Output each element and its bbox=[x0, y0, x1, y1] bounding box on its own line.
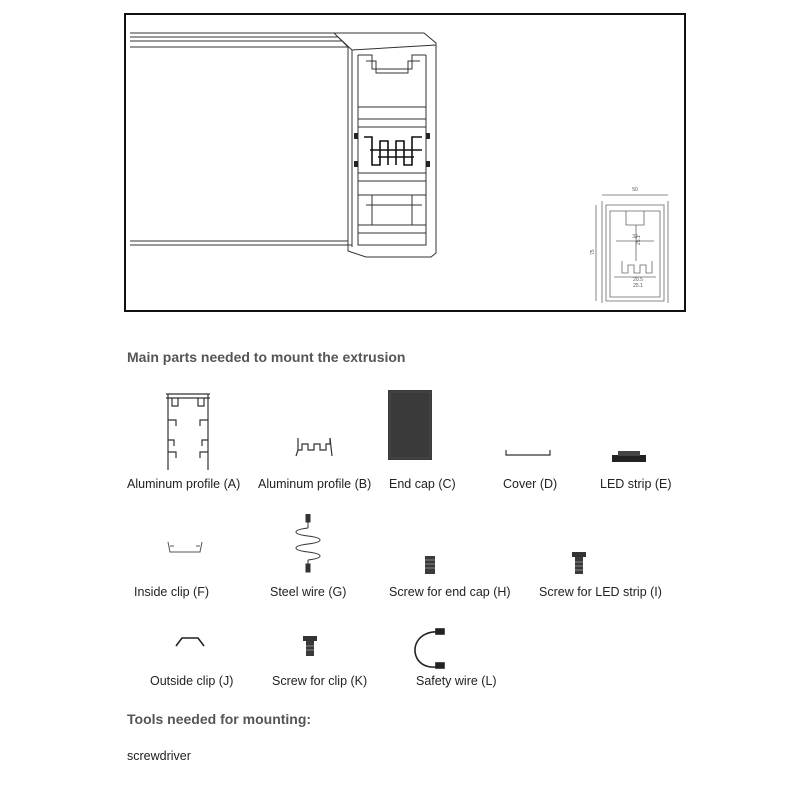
screw-end-cap-icon bbox=[424, 556, 436, 574]
end-cap-icon bbox=[388, 390, 432, 460]
outside-clip-icon bbox=[174, 636, 206, 648]
part-label-end-cap: End cap (C) bbox=[389, 477, 456, 491]
inside-clip-icon bbox=[166, 540, 204, 556]
cover-icon bbox=[504, 448, 552, 458]
aluminum-profile-a-icon bbox=[162, 392, 214, 472]
dim-depth: 25.1 bbox=[636, 235, 642, 245]
part-label-screw-clip: Screw for clip (K) bbox=[272, 674, 368, 688]
tool-screwdriver: screwdriver bbox=[127, 749, 191, 763]
dim-width-top: 50 bbox=[632, 187, 638, 193]
part-label-aluminum-profile-a: Aluminum profile (A) bbox=[127, 477, 241, 491]
dim-width-led: 20.5 bbox=[633, 277, 643, 283]
part-label-outside-clip: Outside clip (J) bbox=[150, 674, 234, 688]
part-label-led-strip: LED strip (E) bbox=[600, 477, 672, 491]
dim-width-led-2: 25.1 bbox=[633, 283, 643, 289]
dim-height: 75 bbox=[590, 249, 596, 255]
aluminum-profile-b-icon bbox=[294, 436, 334, 458]
part-label-screw-led-strip: Screw for LED strip (I) bbox=[539, 585, 662, 599]
dim-width-inner: 32 bbox=[632, 234, 638, 240]
screw-clip-icon bbox=[303, 636, 317, 656]
part-label-aluminum-profile-b: Aluminum profile (B) bbox=[258, 477, 372, 491]
tools-heading: Tools needed for mounting: bbox=[127, 711, 312, 727]
main-parts-heading: Main parts needed to mount the extrusion bbox=[127, 349, 406, 365]
part-label-steel-wire: Steel wire (G) bbox=[270, 585, 347, 599]
led-strip-icon bbox=[612, 450, 646, 464]
part-label-cover: Cover (D) bbox=[503, 477, 558, 491]
cross-section-drawing bbox=[596, 195, 668, 303]
profile-3d-drawing bbox=[126, 15, 684, 310]
profile-drawing-frame bbox=[124, 13, 686, 312]
part-label-screw-end-cap: Screw for end cap (H) bbox=[389, 585, 511, 599]
steel-wire-icon bbox=[288, 514, 328, 574]
screw-led-strip-icon bbox=[572, 552, 586, 574]
safety-wire-icon bbox=[410, 628, 450, 670]
part-label-inside-clip: Inside clip (F) bbox=[134, 585, 210, 599]
part-label-safety-wire: Safety wire (L) bbox=[416, 674, 497, 688]
